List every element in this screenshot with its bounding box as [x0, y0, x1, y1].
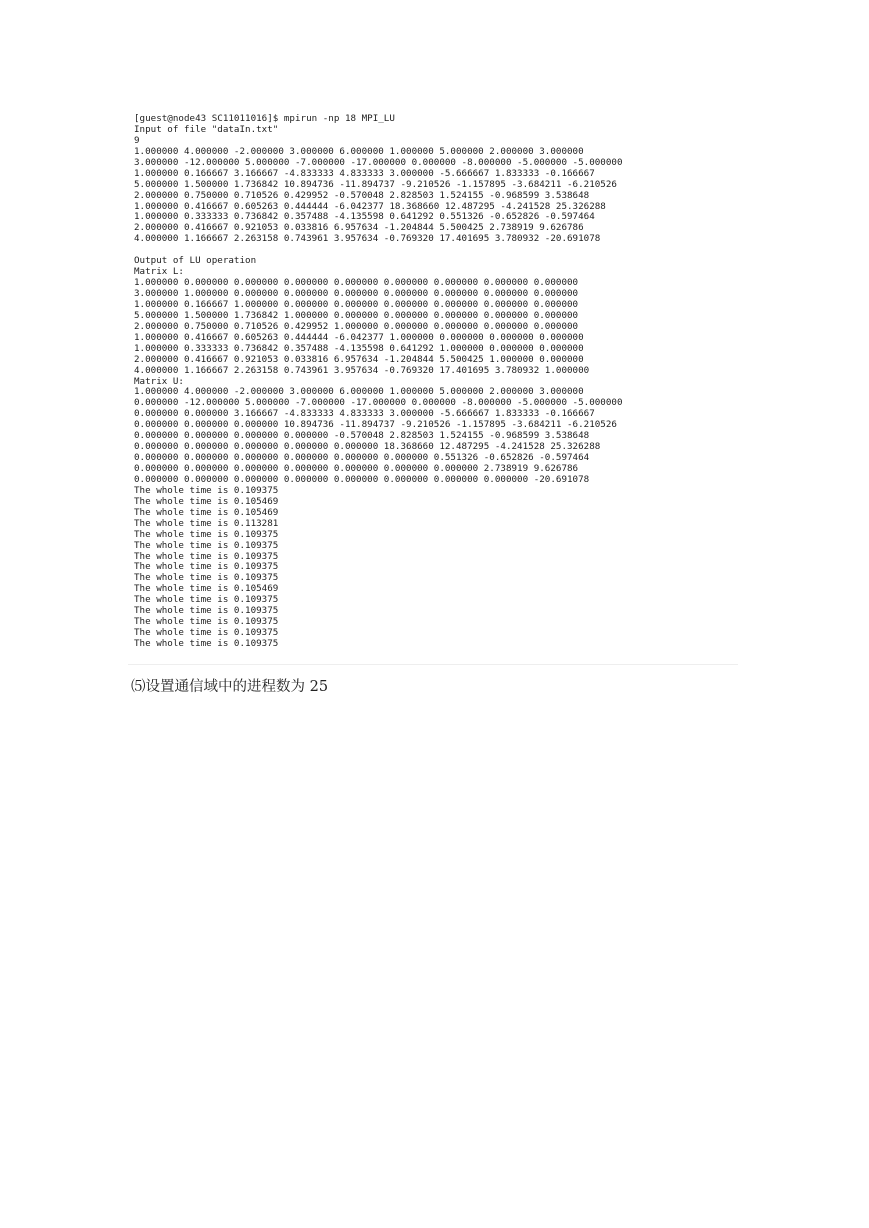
terminal-line: The whole time is 0.109375 — [134, 627, 279, 639]
terminal-line: The whole time is 0.105469 — [134, 583, 279, 595]
terminal-line: 0.000000 0.000000 0.000000 0.000000 0.000000 18.368660 12.487295 -4.241528 25.326288 — [134, 441, 601, 453]
terminal-line: 3.000000 -12.000000 5.000000 -7.000000 -17.000000 0.000000 -8.000000 -5.000000 -5.000000 — [134, 156, 623, 168]
terminal-line: Output of LU operation — [134, 255, 257, 267]
terminal-line: 0.000000 0.000000 0.000000 0.000000 0.000000 0.000000 0.000000 0.000000 -20.691078 — [134, 473, 590, 485]
terminal-line: Input of file "dataIn.txt" — [134, 123, 279, 135]
terminal-line: 4.000000 1.166667 2.263158 0.743961 3.957634 -0.769320 17.401695 3.780932 -20.691078 — [134, 233, 601, 245]
terminal-line: 2.000000 0.750000 0.710526 0.429952 -0.570048 2.828503 1.524155 -0.968599 3.538648 — [134, 189, 590, 201]
terminal-line: 0.000000 0.000000 0.000000 0.000000 -0.570048 2.828503 1.524155 -0.968599 3.538648 — [134, 430, 590, 442]
terminal-line: The whole time is 0.109375 — [134, 550, 279, 562]
terminal-line: 1.000000 4.000000 -2.000000 3.000000 6.000000 1.000000 5.000000 2.000000 3.000000 — [134, 386, 584, 398]
divider — [128, 664, 738, 665]
terminal-line: 1.000000 0.333333 0.736842 0.357488 -4.135598 0.641292 1.000000 0.000000 0.000000 — [134, 342, 584, 354]
terminal-line: The whole time is 0.109375 — [134, 539, 279, 551]
terminal-line: The whole time is 0.109375 — [134, 561, 279, 573]
terminal-line: 1.000000 0.000000 0.000000 0.000000 0.000000 0.000000 0.000000 0.000000 0.000000 — [134, 277, 579, 289]
terminal-line: The whole time is 0.105469 — [134, 495, 279, 507]
terminal-line: 1.000000 0.333333 0.736842 0.357488 -4.135598 0.641292 0.551326 -0.652826 -0.597464 — [134, 211, 595, 223]
terminal-line: 0.000000 0.000000 3.166667 -4.833333 4.833333 3.000000 -5.666667 1.833333 -0.166667 — [134, 408, 595, 420]
terminal-line: 0.000000 0.000000 0.000000 0.000000 0.000000 0.000000 0.551326 -0.652826 -0.597464 — [134, 452, 590, 464]
terminal-line: The whole time is 0.109375 — [134, 638, 279, 649]
terminal-screenshot — [128, 110, 738, 664]
terminal-line: 1.000000 0.416667 0.605263 0.444444 -6.042377 18.368660 12.487295 -4.241528 25.326288 — [134, 200, 606, 212]
terminal-line: 1.000000 0.166667 1.000000 0.000000 0.000000 0.000000 0.000000 0.000000 0.000000 — [134, 298, 579, 310]
terminal-line: 9 — [134, 134, 140, 146]
terminal-line: 1.000000 0.416667 0.605263 0.444444 -6.042377 1.000000 0.000000 0.000000 0.000000 — [134, 331, 584, 343]
terminal-line: Matrix L: — [134, 266, 184, 278]
terminal-line: 1.000000 4.000000 -2.000000 3.000000 6.000000 1.000000 5.000000 2.000000 3.000000 — [134, 145, 584, 157]
terminal-line: 2.000000 0.750000 0.710526 0.429952 1.000000 0.000000 0.000000 0.000000 0.000000 — [134, 320, 579, 332]
terminal-line: 2.000000 0.416667 0.921053 0.033816 6.957634 -1.204844 5.500425 2.738919 9.626786 — [134, 222, 584, 234]
terminal-output — [134, 114, 623, 650]
terminal-line: The whole time is 0.109375 — [134, 616, 279, 628]
terminal-line: Matrix U: — [134, 375, 184, 387]
terminal-line: [guest@node43 SC11011016]$ mpirun -np 18 MPI_LU — [134, 113, 395, 124]
terminal-line: 3.000000 1.000000 0.000000 0.000000 0.000000 0.000000 0.000000 0.000000 0.000000 — [134, 288, 579, 299]
terminal-line: 4.000000 1.166667 2.263158 0.743961 3.957634 -0.769320 17.401695 3.780932 1.000000 — [134, 364, 590, 376]
terminal-line: The whole time is 0.109375 — [134, 484, 279, 496]
terminal-line: The whole time is 0.109375 — [134, 528, 279, 540]
terminal-line: The whole time is 0.109375 — [134, 605, 279, 617]
section-heading: ⑸设置通信域中的进程数为 25 — [131, 679, 329, 695]
terminal-line: The whole time is 0.109375 — [134, 594, 279, 606]
terminal-line: 1.000000 0.166667 3.166667 -4.833333 4.833333 3.000000 -5.666667 1.833333 -0.166667 — [134, 167, 595, 179]
terminal-line: 5.000000 1.500000 1.736842 10.894736 -11.894737 -9.210526 -1.157895 -3.684211 -6.210526 — [134, 178, 617, 190]
terminal-line: 2.000000 0.416667 0.921053 0.033816 6.957634 -1.204844 5.500425 1.000000 0.000000 — [134, 353, 584, 365]
terminal-line: 0.000000 0.000000 0.000000 0.000000 0.000000 0.000000 0.000000 2.738919 9.626786 — [134, 463, 579, 474]
terminal-line: The whole time is 0.113281 — [134, 517, 279, 529]
terminal-line: 0.000000 -12.000000 5.000000 -7.000000 -17.000000 0.000000 -8.000000 -5.000000 -5.000000 — [134, 397, 623, 409]
terminal-line: 0.000000 0.000000 0.000000 10.894736 -11.894737 -9.210526 -1.157895 -3.684211 -6.210526 — [134, 419, 617, 431]
terminal-line: The whole time is 0.105469 — [134, 506, 279, 518]
terminal-line: 5.000000 1.500000 1.736842 1.000000 0.000000 0.000000 0.000000 0.000000 0.000000 — [134, 309, 579, 321]
terminal-line: The whole time is 0.109375 — [134, 572, 279, 584]
